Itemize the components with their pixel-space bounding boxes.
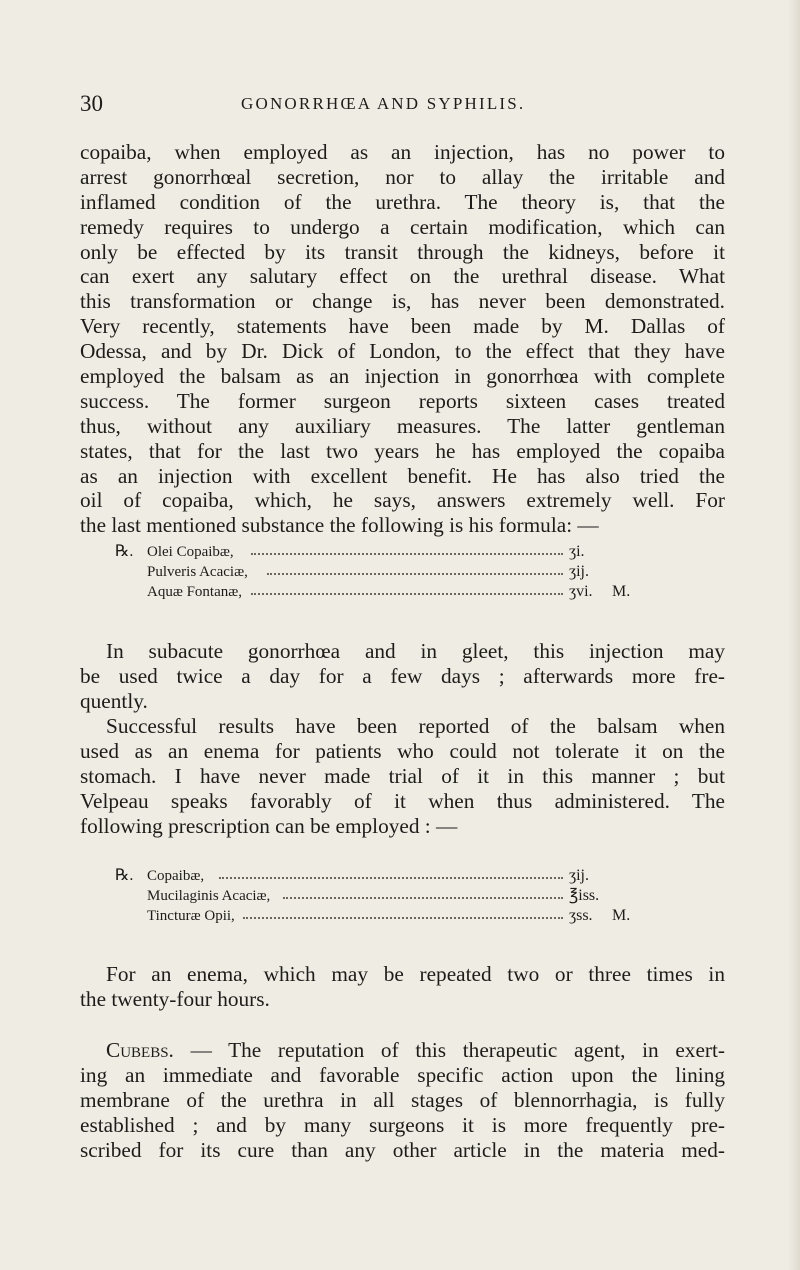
prescription-row <box>115 542 670 562</box>
text-line: be used twice a day for a few days ; afterwards more fre- <box>80 663 725 688</box>
text-line: following prescription can be employed : — <box>80 813 458 838</box>
text-line: oil of copaiba, which, he says, answers extremely well. For <box>80 488 725 513</box>
prescription-row <box>115 562 670 582</box>
page-number: 30 <box>80 91 103 116</box>
text-line: ing an immediate and favorable specific action upon the lining <box>80 1062 725 1087</box>
text-line: Successful results have been reported of the balsam when <box>106 714 725 738</box>
quantity: ʒij. <box>569 867 589 884</box>
prescription-row <box>115 906 670 926</box>
running-title: GONORRHŒA AND SYPHILIS. <box>241 94 526 113</box>
ingredient: Olei Copaibæ, <box>147 544 234 560</box>
ingredient: Pulveris Acaciæ, <box>147 564 248 580</box>
text-line: can exert any salutary effect on the urethral disease. What <box>80 264 725 289</box>
text-line: In subacute gonorrhœa and in gleet, this injection may <box>106 639 725 663</box>
page-header <box>80 86 740 122</box>
text-line: arrest gonorrhœal secretion, nor to allay the irritable and <box>80 164 725 189</box>
text-line: success. The former surgeon reports sixteen cases treated <box>80 388 725 413</box>
dot-leader <box>251 553 563 555</box>
dot-leader <box>251 593 563 595</box>
text-line: the twenty-four hours. <box>80 986 270 1011</box>
text-line: Velpeau speaks favorably of it when thus administered. The <box>80 788 725 813</box>
dot-leader <box>219 877 563 879</box>
text-line: quently. <box>80 688 148 713</box>
recipe-symbol: ℞. <box>115 867 134 884</box>
recipe-symbol: ℞. <box>115 543 134 560</box>
text-line: this transformation or change is, has never been demonstrated. <box>80 289 725 314</box>
section-heading: Cubebs. <box>106 1038 174 1062</box>
text-line: as an injection with excellent benefit. He has also tried the <box>80 463 725 488</box>
prescription-row <box>115 886 670 906</box>
ingredient: Copaibæ, <box>147 868 205 884</box>
prescription-row <box>115 582 670 602</box>
text-line: For an enema, which may be repeated two or three times in <box>106 962 725 986</box>
text-line: Odessa, and by Dr. Dick of London, to the effect that they have <box>80 339 725 364</box>
text-line: stomach. I have never made trial of it in this manner ; but <box>80 763 725 788</box>
quantity: ʒi. <box>569 543 585 560</box>
text-line: remedy requires to undergo a certain modification, which can <box>80 214 725 239</box>
text-line: thus, without any auxiliary measures. The latter gentleman <box>80 413 725 438</box>
misce-mark: M. <box>612 583 631 600</box>
quantity: ℥iss. <box>569 887 600 904</box>
text-line: inflamed condition of the urethra. The theory is, that the <box>80 189 725 214</box>
text-line: copaiba, when employed as an injection, has no power to <box>80 140 725 164</box>
paragraph-subacute-use <box>80 639 725 714</box>
text-line: membrane of the urethra in all stages of blennorrhagia, is fully <box>80 1087 725 1112</box>
text-line: established ; and by many surgeons it is more frequently pre- <box>80 1112 725 1137</box>
prescription-enema <box>115 866 670 926</box>
prescription-injection <box>115 542 670 602</box>
text-line <box>80 1038 725 1063</box>
prescription-row <box>115 866 670 886</box>
text-line: states, that for the last two years he has employed the copaiba <box>80 438 725 463</box>
dot-leader <box>243 917 563 919</box>
misce-mark: M. <box>612 907 631 924</box>
dot-leader <box>267 573 563 575</box>
text-line: scribed for its cure than any other article in the materia med- <box>80 1137 725 1162</box>
paragraph-cubebs <box>80 1038 725 1162</box>
ingredient: Tincturæ Opii, <box>147 908 235 924</box>
text-line: Very recently, statements have been made by M. Dallas of <box>80 314 725 339</box>
text-line: the last mentioned substance the following is his formula: — <box>80 513 599 538</box>
quantity: ʒvi. <box>569 583 593 600</box>
page-edge-shadow <box>788 0 800 1270</box>
paragraph-enema <box>80 714 725 838</box>
paragraph-enema-note <box>80 962 725 1012</box>
quantity: ʒij. <box>569 563 589 580</box>
ingredient: Mucilaginis Acaciæ, <box>147 888 271 904</box>
ingredient: Aquæ Fontanæ, <box>147 584 243 600</box>
text-line: only be effected by its transit through the kidneys, before it <box>80 239 725 264</box>
quantity: ʒss. <box>569 907 593 924</box>
text-line: employed the balsam as an injection in gonorrhœa with complete <box>80 364 725 389</box>
text-line: used as an enema for patients who could not tolerate it on the <box>80 738 725 763</box>
paragraph-copaiba-injection <box>80 140 725 538</box>
dot-leader <box>283 897 563 899</box>
text-fragment: — The reputation of this therapeutic agent, in exert- <box>190 1038 726 1062</box>
